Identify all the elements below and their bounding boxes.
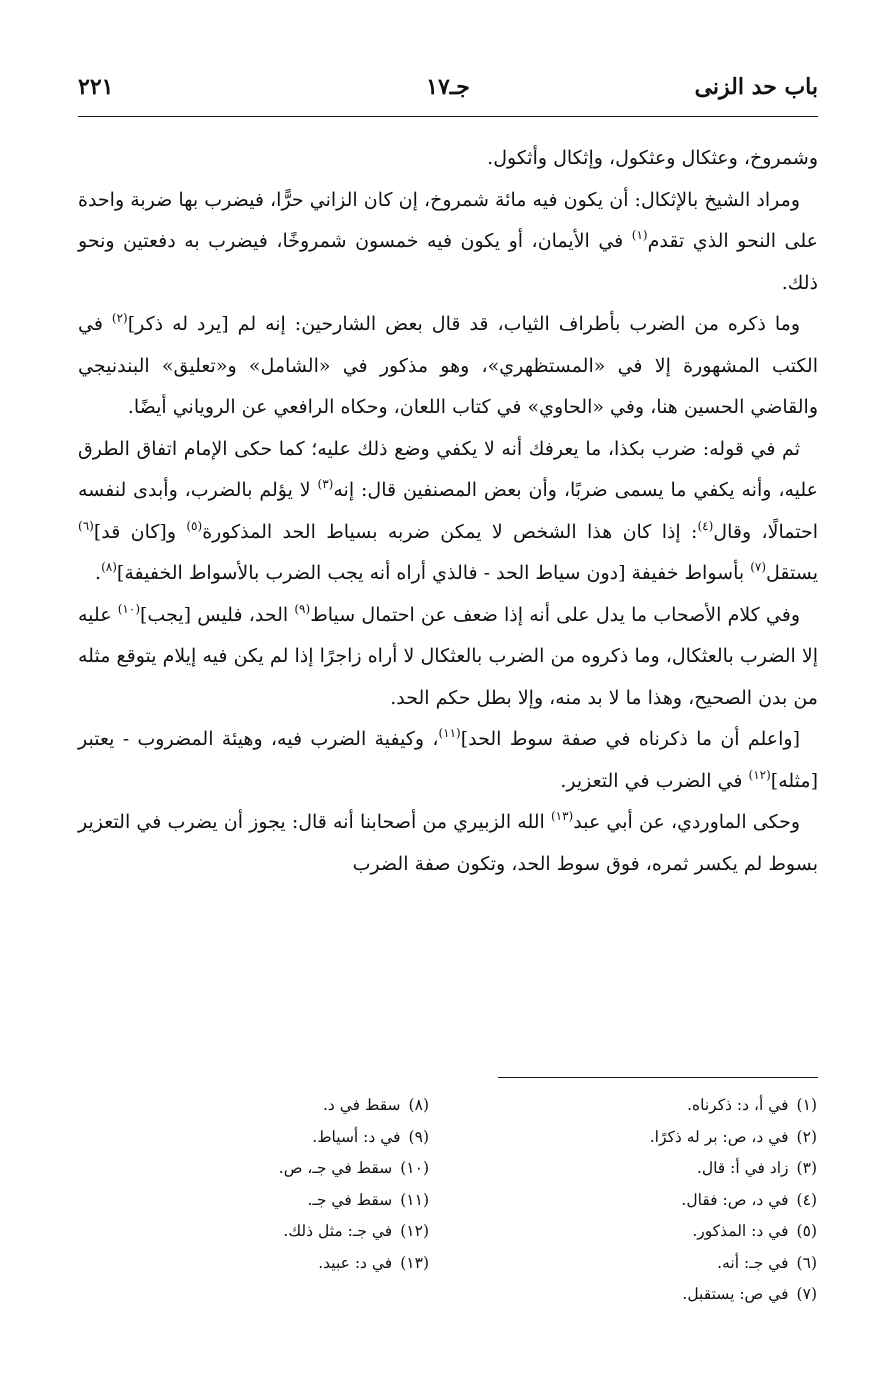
text-run: وفي كلام الأصحاب ما يدل على أنه إذا ضعف عن احتمال سياط [310, 603, 801, 626]
footnote [477, 1248, 817, 1280]
paragraph [78, 595, 818, 720]
text-run: ، وكيفية الضرب فيه، وهيئة المضروب - يعتبر [مثله] [78, 728, 818, 792]
text-run: ثم في قوله: ضرب بكذا، ما يعرفك أنه لا يكفي وضع ذلك عليه؛ كما حكى الإمام اتفاق الطرق عليه، وأنه يكفي ما يسمى ضربًا، وأن بعض المصنفين قال: إنه [78, 437, 818, 501]
footnote-number: (١٢) [400, 1222, 429, 1240]
text-run: بأسواط خفيفة [دون سياط الحد - فالذي أراه أنه يجب الضرب بالأسواط الخفيفة] [116, 562, 751, 584]
footnote [89, 1090, 429, 1122]
main-text [78, 138, 818, 885]
text-run: في الكتب المشهورة إلا في «المستظهري»، وهو مذكور في «الشامل» و«تعليق» البندنيجي والقاضي الحسين هنا، وفي «الحاوي» في كتاب اللعان، وحكاه الرافعي عن الروياني أيضًا. [78, 313, 818, 418]
footnote-number: (٤) [796, 1190, 817, 1209]
footnote-number: (١١) [400, 1190, 429, 1209]
footnote-text: في أ، د: ذكرناه. [687, 1096, 789, 1114]
text-run: [واعلم أن ما ذكرناه في صفة سوط الحد] [460, 728, 800, 750]
footnote-text: سقط في جـ، ص. [278, 1159, 393, 1177]
footnote [477, 1279, 817, 1311]
footnote-ref: (٨) [101, 560, 117, 574]
footnote-ref: (٤) [697, 518, 714, 533]
footnote [477, 1185, 817, 1217]
footnote-text: سقط في د. [322, 1096, 401, 1114]
header-rule [78, 116, 818, 117]
footnote [477, 1090, 817, 1122]
footnote-ref: (٥) [186, 518, 203, 533]
footnote-ref: (١٣) [550, 809, 574, 823]
paragraph [78, 719, 818, 802]
paragraph [78, 180, 818, 305]
footnote [477, 1216, 817, 1248]
text-run: : إذا كان هذا الشخص لا يمكن ضربه بسياط الحد المذكورة [202, 520, 698, 543]
chapter-title: باب حد الزنى [694, 74, 818, 100]
footnote [477, 1153, 817, 1185]
footnote [89, 1153, 429, 1185]
text-run: في الضرب في التعزير. [560, 769, 749, 792]
footnote [89, 1216, 429, 1248]
footnote-text: زاد في أ: قال. [696, 1159, 789, 1177]
paragraph [78, 138, 818, 180]
footnotes-right-column [477, 1090, 817, 1311]
footnote-number: (٣) [796, 1159, 817, 1177]
volume-label: جـ١٧ [426, 74, 470, 100]
footnote-text: سقط في جـ. [307, 1190, 393, 1209]
footnote [89, 1122, 429, 1154]
footnote-number: (١٠) [400, 1159, 429, 1177]
text-run: وما ذكره من الضرب بأطراف الثياب، قد قال بعض الشارحين: إنه لم [يرد له ذكر] [127, 313, 800, 335]
footnote-ref: (١١) [438, 726, 461, 740]
footnote-text: في د: عبيد. [318, 1253, 393, 1272]
footnote-text: في جـ: مثل ذلك. [283, 1222, 393, 1240]
footnote-number: (٦) [796, 1253, 817, 1272]
footnote-number: (٧) [796, 1285, 817, 1303]
paragraph [78, 304, 818, 429]
page-number: ٢٢١ [78, 74, 114, 100]
text-run: و[كان قد] [93, 520, 187, 543]
footnote [89, 1185, 429, 1217]
footnote-text: في د، ص: بر له ذكرًا. [649, 1127, 789, 1146]
running-header [78, 72, 818, 112]
footnote [89, 1248, 429, 1280]
paragraph [78, 802, 818, 885]
footnote [477, 1122, 817, 1154]
text-run: وشمروخ، وعثكال وعثكول، وإثكال وأثكول. [487, 147, 818, 169]
footnote-number: (٩) [408, 1127, 429, 1146]
footnote-text: في جـ: أنه. [717, 1253, 789, 1272]
footnote-number: (١٣) [400, 1253, 429, 1272]
text-run: يستقل [766, 562, 818, 584]
text-run: وحكى الماوردي، عن أبي عبد [573, 811, 801, 833]
footnote-number: (١) [796, 1096, 817, 1114]
text-run: في الأيمان، أو يكون فيه خمسون شمروخًا، فيضرب به دفعتين ونحو ذلك. [78, 230, 818, 294]
footnote-ref: (٧) [750, 560, 767, 574]
footnote-ref: (١٢) [748, 767, 771, 782]
footnote-separator [498, 1077, 818, 1078]
footnote-ref: (٣) [317, 477, 334, 491]
footnote-text: في د، ص: فقال. [681, 1190, 789, 1209]
footnote-ref: (١٠) [117, 601, 140, 616]
footnote-number: (٥) [796, 1222, 817, 1240]
text-run: لا يؤلم بالضرب، وأبدى لنفسه احتمالًا، وقال [78, 479, 818, 543]
paragraph [78, 429, 818, 595]
footnote-text: في د: أسياط. [312, 1127, 401, 1146]
footnote-text: في ص: يستقبل. [682, 1285, 789, 1303]
footnote-ref: (١) [631, 228, 648, 242]
footnotes-left-column [89, 1090, 429, 1279]
footnote-number: (٢) [796, 1127, 817, 1146]
text-run: عليه إلا الضرب بالعثكال، وما ذكروه من الضرب بالعثكال لا أراه زاجرًا إذا لم يكن فيه إيلام يتوقع مثله من بدن الصحيح، وهذا ما لا بد منه، وإلا بطل حكم الحد. [78, 603, 818, 709]
text-run: الحد، فليس [يجب] [140, 603, 295, 626]
footnote-text: في د: المذكور. [692, 1222, 789, 1240]
footnote-number: (٨) [408, 1096, 429, 1114]
footnote-ref: (٦) [78, 518, 94, 533]
footnote-ref: (٢) [111, 311, 128, 325]
footnote-ref: (٩) [294, 601, 311, 616]
text-run: ومراد الشيخ بالإثكال: أن يكون فيه مائة شمروخ، إن كان الزاني حرًّا، فيضرب بها ضربة واحدة على النحو الذي تقدم [78, 188, 819, 252]
text-run: . [95, 562, 102, 584]
text-run: الله الزبيري من أصحابنا أنه قال: يجوز أن يضرب في التعزير بسوط لم يكسر ثمره، فوق سوط الحد، وتكون صفة الضرب [78, 811, 818, 875]
